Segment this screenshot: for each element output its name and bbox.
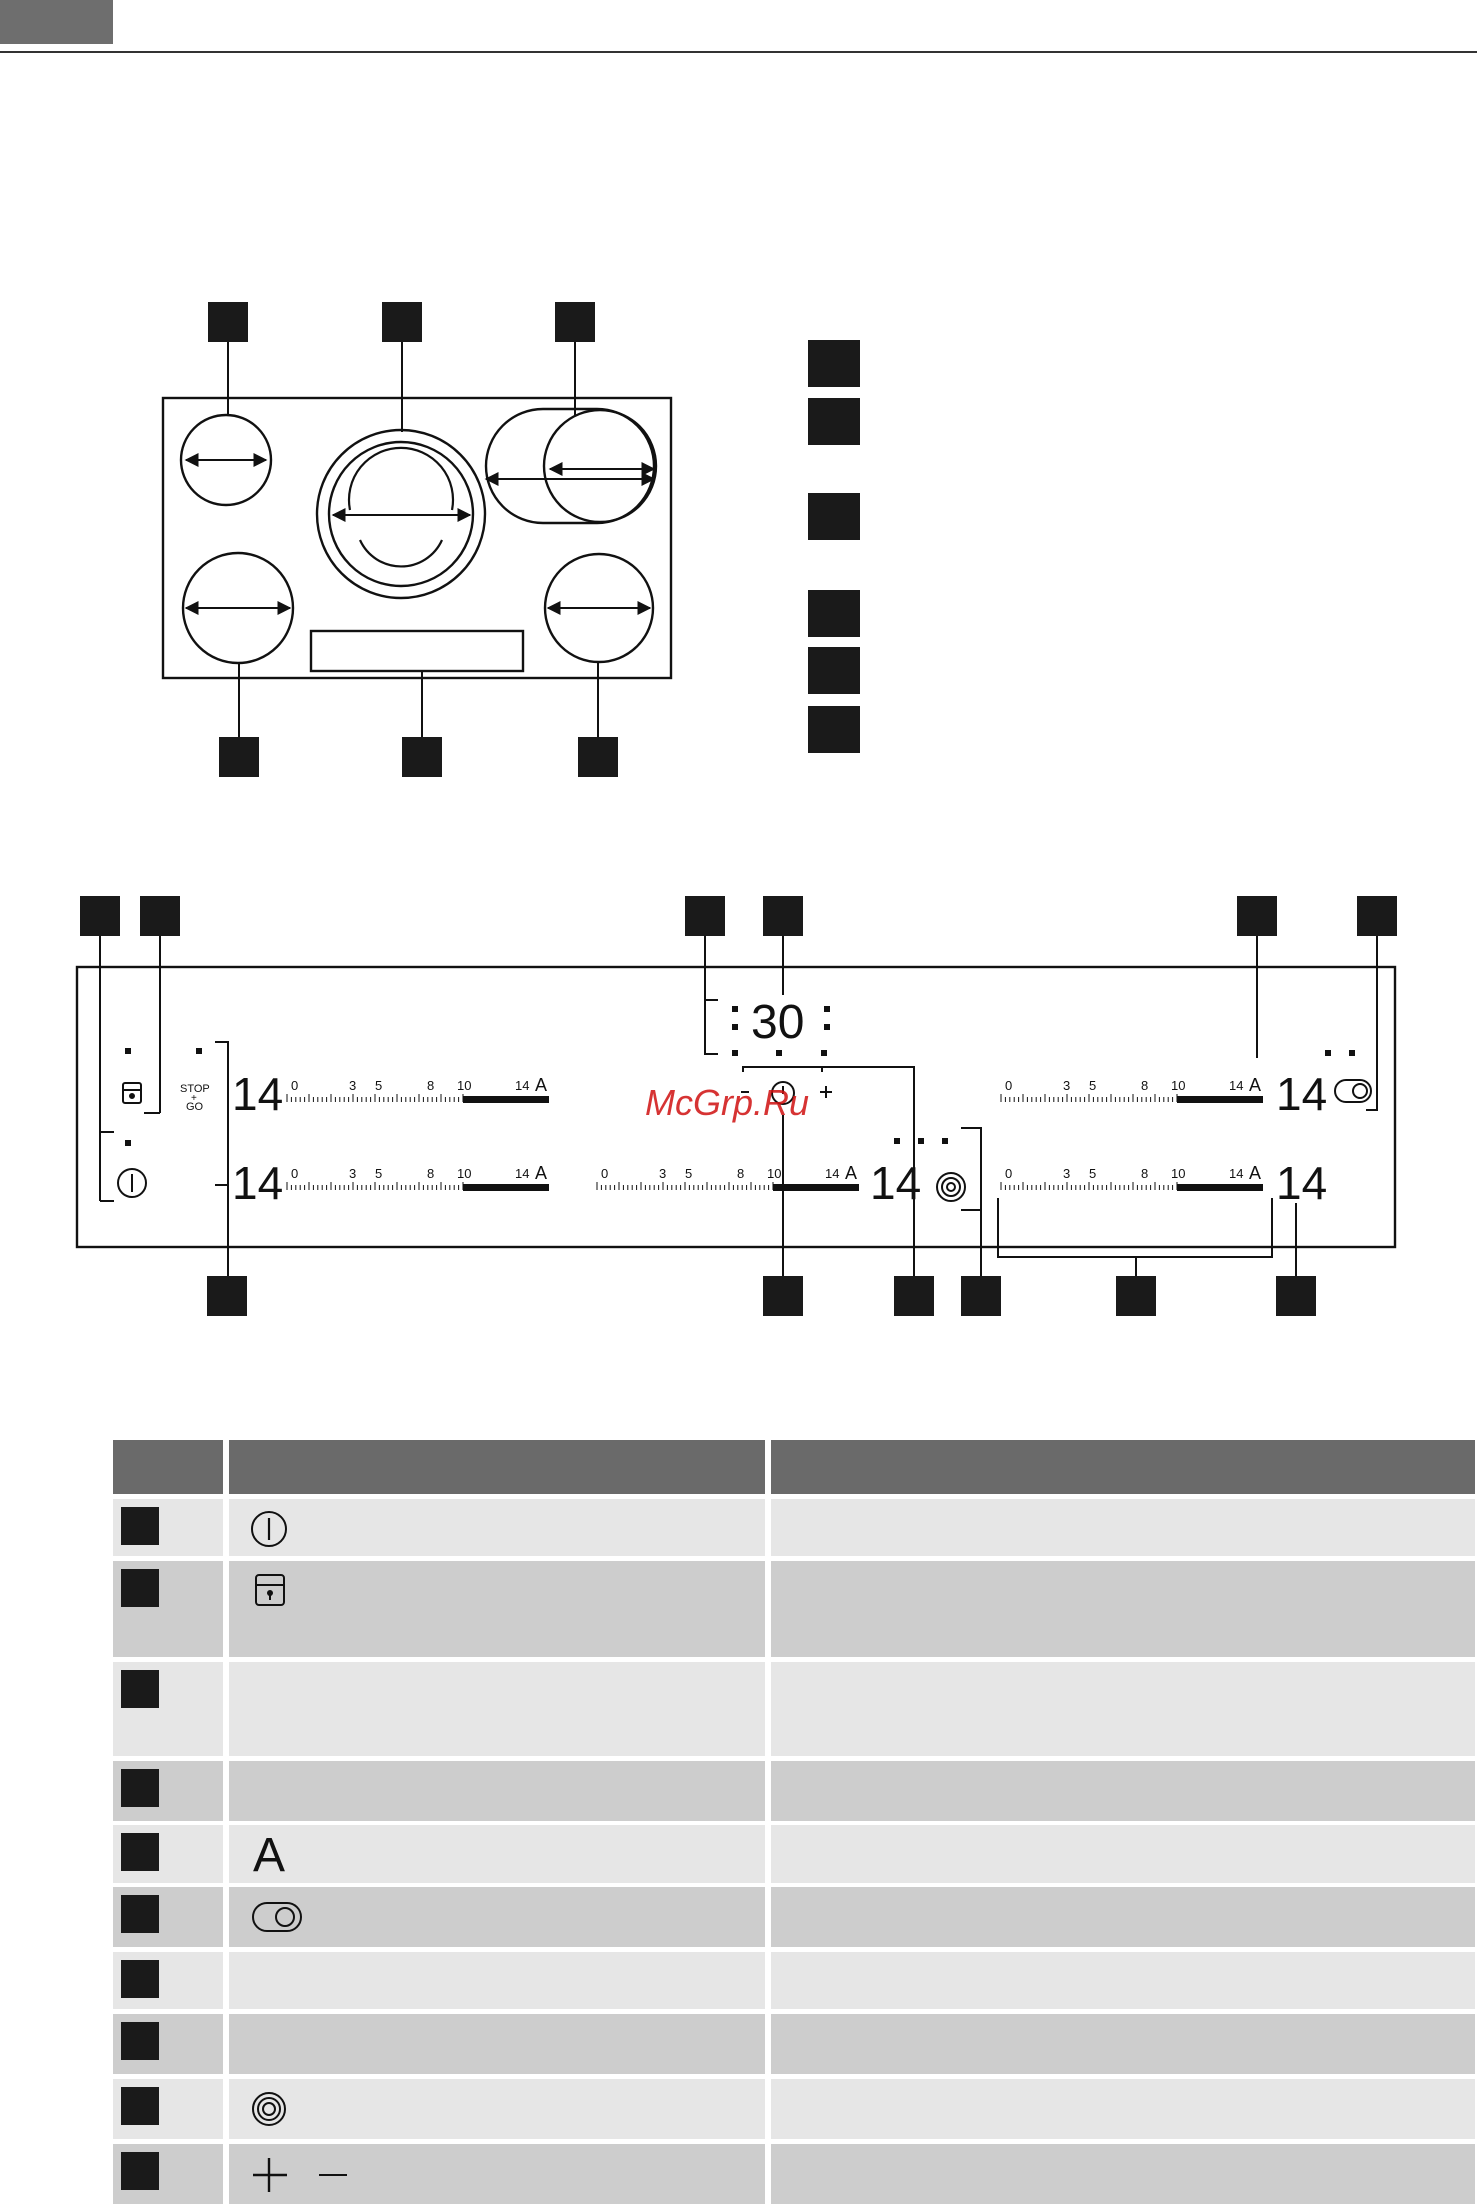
lock-icon xyxy=(251,1569,303,1613)
slider-max-bar xyxy=(463,1184,549,1191)
symbol-cell xyxy=(229,1499,765,1556)
slider-auto-label: A xyxy=(535,1163,548,1183)
slider-tick-label: 8 xyxy=(427,1078,435,1093)
power-slider[interactable] xyxy=(287,1163,549,1191)
slider-tick-label: 14 xyxy=(515,1078,530,1093)
description-cell xyxy=(771,1887,1475,1947)
table-row xyxy=(113,1499,1475,1556)
slider-max-bar xyxy=(1177,1184,1263,1191)
slider-auto-label: A xyxy=(1249,1163,1262,1183)
slider-tick-label: 3 xyxy=(659,1166,667,1181)
slider-tick-label: 3 xyxy=(349,1078,357,1093)
number-cell xyxy=(113,1887,223,1947)
hob2hood-icon xyxy=(251,2087,303,2131)
symbol-cell xyxy=(229,2014,765,2074)
number-marker xyxy=(121,1569,159,1607)
number-cell xyxy=(113,1952,223,2009)
slider-tick-label: 5 xyxy=(375,1078,383,1093)
number-marker xyxy=(121,1833,159,1871)
indicator-dots xyxy=(125,1006,1355,1146)
slider-tick-label: 5 xyxy=(685,1166,693,1181)
symbol-cell xyxy=(229,2079,765,2139)
zone-display-4: 14 xyxy=(1276,1068,1328,1120)
slider-tick-label: 8 xyxy=(1141,1078,1149,1093)
power-icon xyxy=(251,1507,303,1551)
number-marker xyxy=(121,1769,159,1807)
number-marker xyxy=(121,2087,159,2125)
table-row xyxy=(113,1825,1475,1882)
slider-tick-label: 10 xyxy=(1171,1166,1186,1181)
header-cell-number xyxy=(113,1440,223,1494)
description-cell xyxy=(771,1499,1475,1556)
number-marker xyxy=(121,2022,159,2060)
symbol-wrap xyxy=(251,1569,303,1613)
slider-tick-label: 0 xyxy=(1005,1078,1013,1093)
description-cell xyxy=(771,2014,1475,2074)
symbol-wrap xyxy=(251,2152,361,2196)
hob2hood-icon xyxy=(937,1173,965,1201)
number-marker xyxy=(121,1895,159,1933)
legend-markers-right xyxy=(808,340,860,753)
number-cell xyxy=(113,2079,223,2139)
table-row xyxy=(113,1761,1475,1821)
slider-tick-label: 8 xyxy=(427,1166,435,1181)
symbol-cell xyxy=(229,1887,765,1947)
slider-tick-label: 14 xyxy=(825,1166,840,1181)
table-row xyxy=(113,2014,1475,2074)
number-marker xyxy=(121,1960,159,1998)
bridge-icon xyxy=(1335,1080,1371,1102)
number-cell xyxy=(113,2014,223,2074)
table-header-row xyxy=(113,1440,1475,1494)
header-cell-description xyxy=(771,1440,1475,1494)
number-cell xyxy=(113,1499,223,1556)
lock-icon xyxy=(123,1083,141,1103)
description-cell xyxy=(771,1825,1475,1882)
table-row xyxy=(113,2079,1475,2139)
slider-tick-label: 10 xyxy=(457,1078,472,1093)
description-cell xyxy=(771,1761,1475,1821)
symbol-cell xyxy=(229,2144,765,2204)
slider-tick-label: 0 xyxy=(291,1166,299,1181)
slider-tick-label: 14 xyxy=(1229,1166,1244,1181)
stop-go-go: GO xyxy=(186,1101,204,1113)
bridge-icon xyxy=(251,1895,303,1939)
power-slider[interactable] xyxy=(597,1163,859,1191)
header-cell-symbol xyxy=(229,1440,765,1494)
slider-tick-label: 3 xyxy=(349,1166,357,1181)
description-cell xyxy=(771,1952,1475,2009)
timer-display: 30 xyxy=(751,996,805,1049)
zone-display-3: 14 xyxy=(870,1157,922,1209)
slider-max-bar xyxy=(1177,1096,1263,1103)
slider-tick-label: 0 xyxy=(601,1166,609,1181)
slider-max-bar xyxy=(773,1184,859,1191)
symbol-wrap xyxy=(251,1507,303,1551)
watermark: McGrp.Ru xyxy=(645,1082,810,1123)
slider-auto-label: A xyxy=(1249,1075,1262,1095)
number-cell xyxy=(113,1825,223,1882)
table-row xyxy=(113,2144,1475,2204)
power-slider[interactable] xyxy=(287,1075,549,1103)
symbol-wrap xyxy=(251,2087,303,2131)
slider-tick-label: 0 xyxy=(291,1078,299,1093)
slider-max-bar xyxy=(463,1096,549,1103)
zone-display-5: 14 xyxy=(1276,1157,1328,1209)
slider-tick-label: 10 xyxy=(1171,1078,1186,1093)
number-marker xyxy=(121,1507,159,1545)
slider-tick-label: 5 xyxy=(1089,1078,1097,1093)
description-cell xyxy=(771,2144,1475,2204)
slider-tick-label: 10 xyxy=(767,1166,782,1181)
symbol-cell xyxy=(229,1952,765,2009)
slider-tick-label: 3 xyxy=(1063,1166,1071,1181)
symbol-cell xyxy=(229,1761,765,1821)
symbol-cell xyxy=(229,1561,765,1658)
stop-go-plus: + xyxy=(191,1093,197,1104)
symbol-wrap xyxy=(251,1895,303,1939)
number-cell xyxy=(113,2144,223,2204)
zone-display-2: 14 xyxy=(232,1157,284,1209)
callout-markers-top xyxy=(208,302,618,777)
description-cell xyxy=(771,1662,1475,1756)
power-icon xyxy=(118,1169,146,1197)
number-marker xyxy=(121,1670,159,1708)
slider-tick-label: 8 xyxy=(737,1166,745,1181)
description-cell xyxy=(771,2079,1475,2139)
slider-tick-label: 3 xyxy=(1063,1078,1071,1093)
power-slider[interactable] xyxy=(1001,1163,1263,1191)
slider-tick-label: 8 xyxy=(1141,1166,1149,1181)
stop-go-stop: STOP xyxy=(180,1083,210,1095)
table-row xyxy=(113,1887,1475,1947)
slider-tick-label: 5 xyxy=(1089,1166,1097,1181)
table-row xyxy=(113,1662,1475,1756)
symbol-cell xyxy=(229,1825,765,1882)
power-slider[interactable] xyxy=(1001,1075,1263,1103)
zone-display-1: 14 xyxy=(232,1068,284,1120)
number-marker xyxy=(121,2152,159,2190)
slider-tick-label: 0 xyxy=(1005,1166,1013,1181)
table-row xyxy=(113,1952,1475,2009)
table-row xyxy=(113,1561,1475,1658)
number-cell xyxy=(113,1662,223,1756)
description-cell xyxy=(771,1561,1475,1658)
slider-auto-label: A xyxy=(845,1163,858,1183)
cooktop xyxy=(163,342,671,737)
plus-minus-icon xyxy=(251,2152,361,2196)
symbol-cell xyxy=(229,1662,765,1756)
slider-tick-label: 5 xyxy=(375,1166,383,1181)
slider-tick-label: 10 xyxy=(457,1166,472,1181)
slider-tick-label: 14 xyxy=(515,1166,530,1181)
symbol-letter: A xyxy=(253,1829,286,1883)
number-cell xyxy=(113,1561,223,1658)
number-cell xyxy=(113,1761,223,1821)
slider-tick-label: 14 xyxy=(1229,1078,1244,1093)
slider-auto-label: A xyxy=(535,1075,548,1095)
